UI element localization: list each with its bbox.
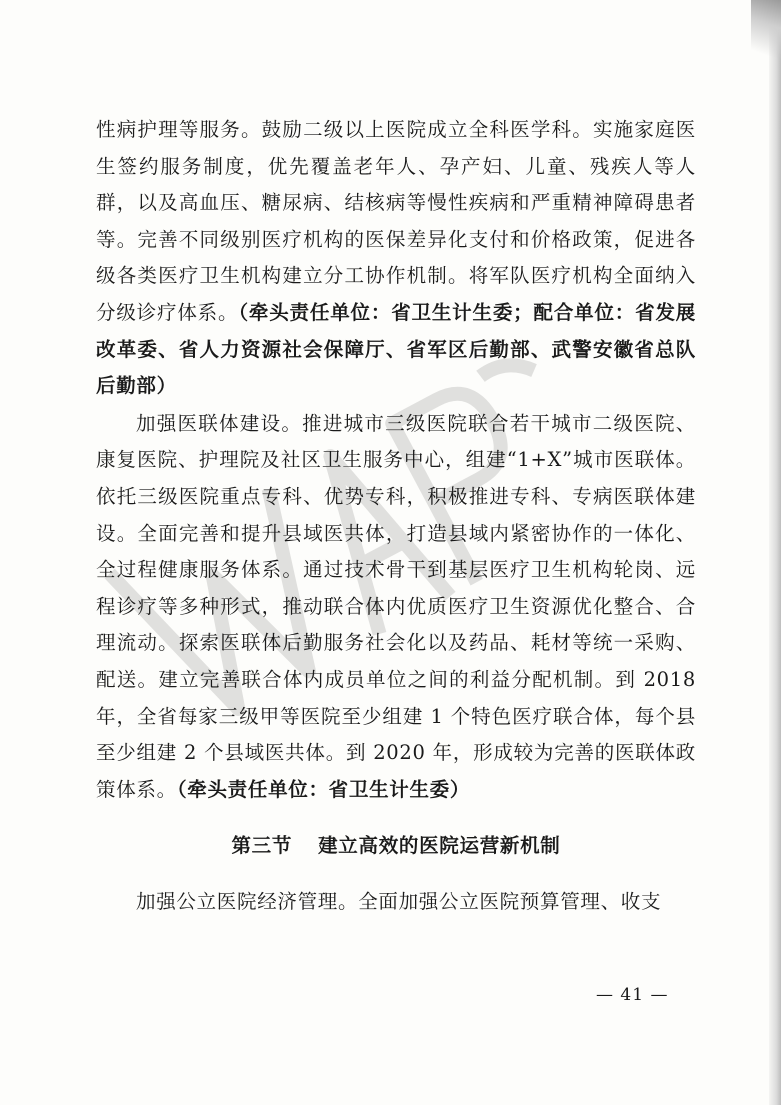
section-heading xyxy=(96,828,696,864)
page-edge-shadow xyxy=(769,0,781,1105)
page-number: — 41 — xyxy=(596,985,669,1005)
section-number: 第三节 xyxy=(231,834,293,858)
section-title: 建立高效的医院运营新机制 xyxy=(318,834,561,858)
page-corner-shadow xyxy=(751,0,781,70)
responsibility-note: （牵头责任单位：省卫生计生委） xyxy=(176,777,471,801)
paragraph-text: 性病护理等服务。鼓励二级以上医院成立全科医学科。实施家庭医生签约服务制度，优先覆盖老年人、孕产妇、儿童、残疾人等人群，以及高血压、糖尿病、结核病等慢性疾病和严重精神障碍患者等。完善不同级别医疗机构的医保差异化支付和价格政策，促进各级各类医疗卫生机构建立分工协作机制。将军队医疗机构全面纳入分级诊疗体系。 xyxy=(96,118,696,324)
paragraph-text: 加强医联体建设。推进城市三级医院联合若干城市二级医院、康复医院、护理院及社区卫生服务中心，组建“1+X”城市医联体。依托三级医院重点专科、优势专科，积极推进专科、专病医联体建设。全面完善和提升县域医共体，打造县域内紧密协作的一体化、全过程健康服务体系。通过技术骨干到基层医疗卫生机构轮岗、远程诊疗等多种形式，推动联合体内优质医疗卫生资源优化整合、合理流动。探索医联体后勤服务社会化以及药品、耗材等统一采购、配送。建立完善联合体内成员单位之间的利益分配机制。到 2018 年，全省每家三级甲等医院至少组建 1 个特色医疗联合体，每个县至少组建 2 个县域医共体。到 2020 年，形成较为完善的医联体政策体系。 xyxy=(96,411,696,801)
paragraph-medical-alliance xyxy=(96,406,696,809)
responsibility-note: （牵头责任单位：省卫生计生委；配合单位：省发展改革委、省人力资源社会保障厅、省军区后勤部、武警安徽省总队后勤部） xyxy=(96,300,696,398)
paragraph-text: 加强公立医院经济管理。全面加强公立医院预算管理、收支 xyxy=(136,890,662,914)
paragraph-primary-care xyxy=(96,112,696,405)
paragraph-hospital-economics xyxy=(96,884,696,921)
document-body xyxy=(96,112,696,921)
